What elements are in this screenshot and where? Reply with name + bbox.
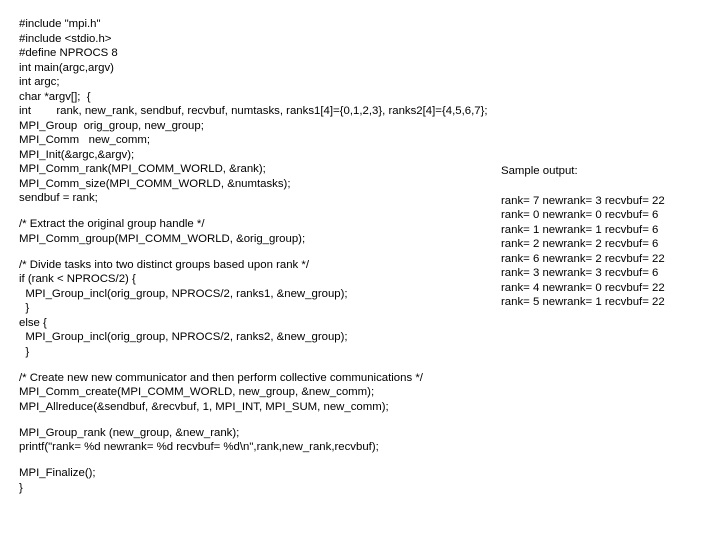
code-listing [19,17,488,495]
code-line: MPI_Comm_size(MPI_COMM_WORLD, &numtasks); [19,177,291,190]
sample-output-panel [501,164,665,310]
code-line: char *argv[]; { [19,90,91,103]
output-line: rank= 1 newrank= 1 recvbuf= 6 [501,223,659,236]
code-line: MPI_Group orig_group, new_group; [19,119,204,132]
code-line: } [19,481,23,494]
code-line: /* Divide tasks into two distinct groups based upon rank */ [19,258,309,271]
output-line: rank= 2 newrank= 2 recvbuf= 6 [501,238,659,250]
code-line: MPI_Comm_rank(MPI_COMM_WORLD, &rank); [19,163,266,175]
code-line: /* Create new new communicator and then perform collective communications */ [19,371,423,384]
code-line: printf("rank= %d newrank= %d recvbuf= %d\n",rank,new_rank,recvbuf); [19,441,379,453]
code-line: MPI_Group_incl(orig_group, NPROCS/2, ranks2, &new_group); [19,331,348,343]
blank-line [19,455,488,467]
blank-line [19,359,488,371]
blank-line [19,414,488,426]
code-line: MPI_Group_rank (new_group, &new_rank); [19,426,240,439]
code-line: int rank, new_rank, sendbuf, recvbuf, numtasks, ranks1[4]={0,1,2,3}, ranks2[4]={4,5,6,7}; [19,105,488,117]
code-line: int argc; [19,76,60,88]
code-line: } [19,302,30,314]
code-line: MPI_Allreduce(&sendbuf, &recvbuf, 1, MPI_INT, MPI_SUM, new_comm); [19,400,389,413]
sample-output-title: Sample output: [501,165,578,177]
code-line: MPI_Comm_group(MPI_COMM_WORLD, &orig_group); [19,232,306,245]
code-line: #include "mpi.h" [19,18,101,30]
output-line: rank= 0 newrank= 0 recvbuf= 6 [501,209,659,221]
code-line: if (rank < NPROCS/2) { [19,273,136,285]
blank-line [19,206,488,218]
code-line: MPI_Comm_create(MPI_COMM_WORLD, new_group, &new_comm); [19,386,375,398]
code-line: MPI_Init(&argc,&argv); [19,148,135,161]
code-line: #include <stdio.h> [19,32,112,45]
code-line: else { [19,316,47,329]
code-line: /* Extract the original group handle */ [19,218,205,230]
code-line: MPI_Group_incl(orig_group, NPROCS/2, ranks1, &new_group); [19,287,348,300]
sample-output-spacer [501,179,665,194]
code-line: sendbuf = rank; [19,192,98,204]
output-line: rank= 3 newrank= 3 recvbuf= 6 [501,267,659,279]
blank-line [19,246,488,258]
output-line: rank= 5 newrank= 1 recvbuf= 22 [501,296,665,308]
code-line: } [19,345,30,358]
output-line: rank= 6 newrank= 2 recvbuf= 22 [501,252,665,265]
output-line: rank= 4 newrank= 0 recvbuf= 22 [501,281,665,294]
output-line: rank= 7 newrank= 3 recvbuf= 22 [501,194,665,207]
code-line: #define NPROCS 8 [19,47,118,59]
code-line: MPI_Comm new_comm; [19,134,151,146]
code-line: MPI_Finalize(); [19,467,96,479]
code-line: int main(argc,argv) [19,61,114,74]
sample-output-lines [501,194,665,310]
